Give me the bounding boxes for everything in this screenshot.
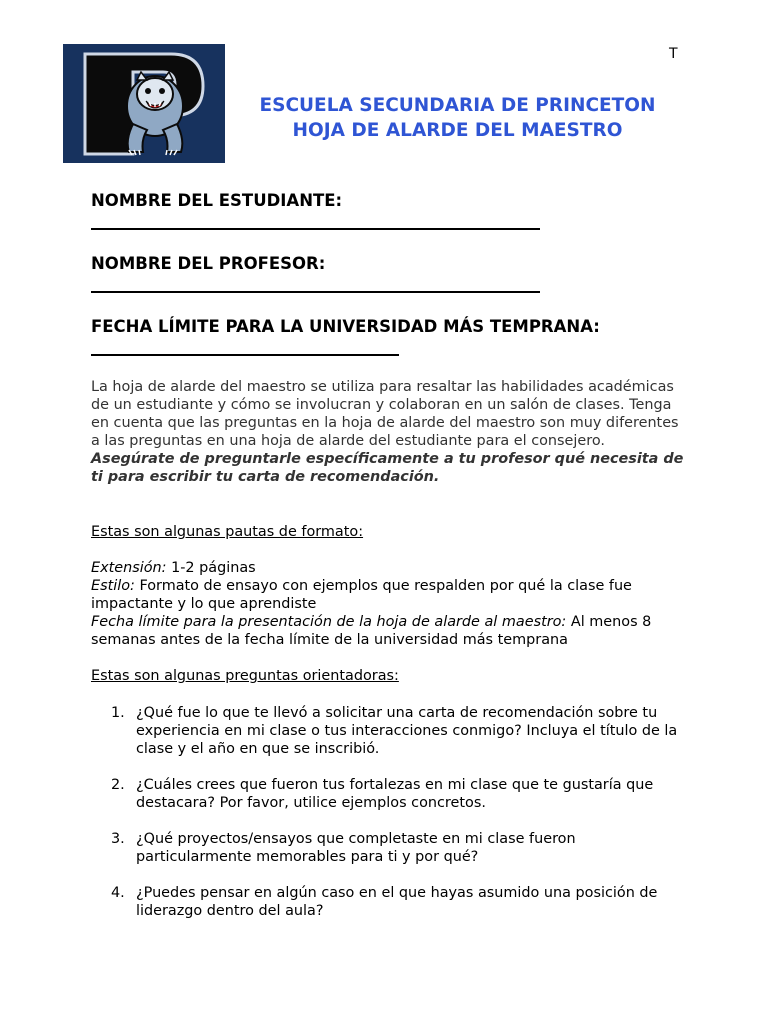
intro-paragraph: [91, 378, 691, 486]
list-item: [91, 884, 691, 920]
deadline-blank[interactable]: [91, 354, 399, 356]
item-number: 2.: [111, 777, 125, 793]
teacher-name-label: NOMBRE DEL PROFESOR:: [91, 254, 326, 273]
submission-deadline-guideline: [91, 613, 691, 649]
format-heading: [91, 523, 691, 541]
student-name-field: [91, 191, 540, 230]
item-number: 1.: [111, 705, 125, 721]
deadline-label: FECHA LÍMITE PARA LA UNIVERSIDAD MÁS TEMPRANA:: [91, 317, 600, 336]
item-number: 4.: [111, 885, 125, 901]
length-label: Extensión:: [91, 560, 167, 576]
school-name: ESCUELA SECUNDARIA DE PRINCETON: [259, 95, 656, 116]
item-number: 3.: [111, 831, 125, 847]
deadline-field: [91, 317, 600, 356]
format-heading-text: Estas son algunas pautas de formato:: [91, 524, 364, 540]
question-text: ¿Puedes pensar en algún caso en el que hayas asumido una posición de liderazgo dentro del aula?: [136, 885, 658, 919]
length-guideline: [91, 559, 691, 577]
questions-heading-text: Estas son algunas preguntas orientadoras:: [91, 668, 399, 684]
question-text: ¿Qué fue lo que te llevó a solicitar una carta de recomendación sobre tu experiencia en mi clase o tus interacciones conmigo? Incluya el título de la clase y el año en que se inscribió.: [136, 705, 678, 757]
style-value: Formato de ensayo con ejemplos que respalden por qué la clase fue impactante y lo que aprendiste: [91, 578, 632, 612]
intro-emphasis: Asegúrate de preguntarle específicamente a tu profesor qué necesita de ti para escribir tu carta de recomendación.: [91, 451, 684, 485]
questions-heading: [91, 667, 691, 685]
submission-deadline-value: Al menos 8 semanas antes de la fecha límite de la universidad más temprana: [91, 614, 652, 648]
teacher-name-blank[interactable]: [91, 291, 540, 293]
list-item: [91, 776, 691, 812]
list-item: [91, 704, 691, 758]
list-item: [91, 830, 691, 866]
sheet-title: HOJA DE ALARDE DEL MAESTRO: [292, 120, 623, 141]
student-name-label: NOMBRE DEL ESTUDIANTE:: [91, 191, 343, 210]
style-label: Estilo:: [91, 578, 135, 594]
question-text: ¿Qué proyectos/ensayos que completaste en mi clase fueron particularmente memorables para ti y por qué?: [136, 831, 576, 865]
school-logo: [63, 44, 225, 163]
submission-deadline-label: Fecha límite para la presentación de la hoja de alarde al maestro:: [91, 614, 567, 630]
questions-list: [91, 704, 691, 938]
format-guidelines: [91, 559, 691, 649]
style-guideline: [91, 577, 691, 613]
document-header: [230, 93, 685, 143]
teacher-name-field: [91, 254, 540, 293]
question-text: ¿Cuáles crees que fueron tus fortalezas en mi clase que te gustaría que destacara? Por favor, utilice ejemplos concretos.: [136, 777, 654, 811]
page-marker: T: [669, 46, 678, 62]
student-name-blank[interactable]: [91, 228, 540, 230]
length-value: 1-2 páginas: [166, 560, 256, 576]
intro-text: La hoja de alarde del maestro se utiliza para resaltar las habilidades académicas de un estudiante y cómo se involucran y colaboran en un salón de clases. Tenga en cuenta que las preguntas en la hoja de alarde del maestro son muy diferentes a las preguntas en una hoja de alarde del estudiante para el consejero.: [91, 379, 679, 449]
